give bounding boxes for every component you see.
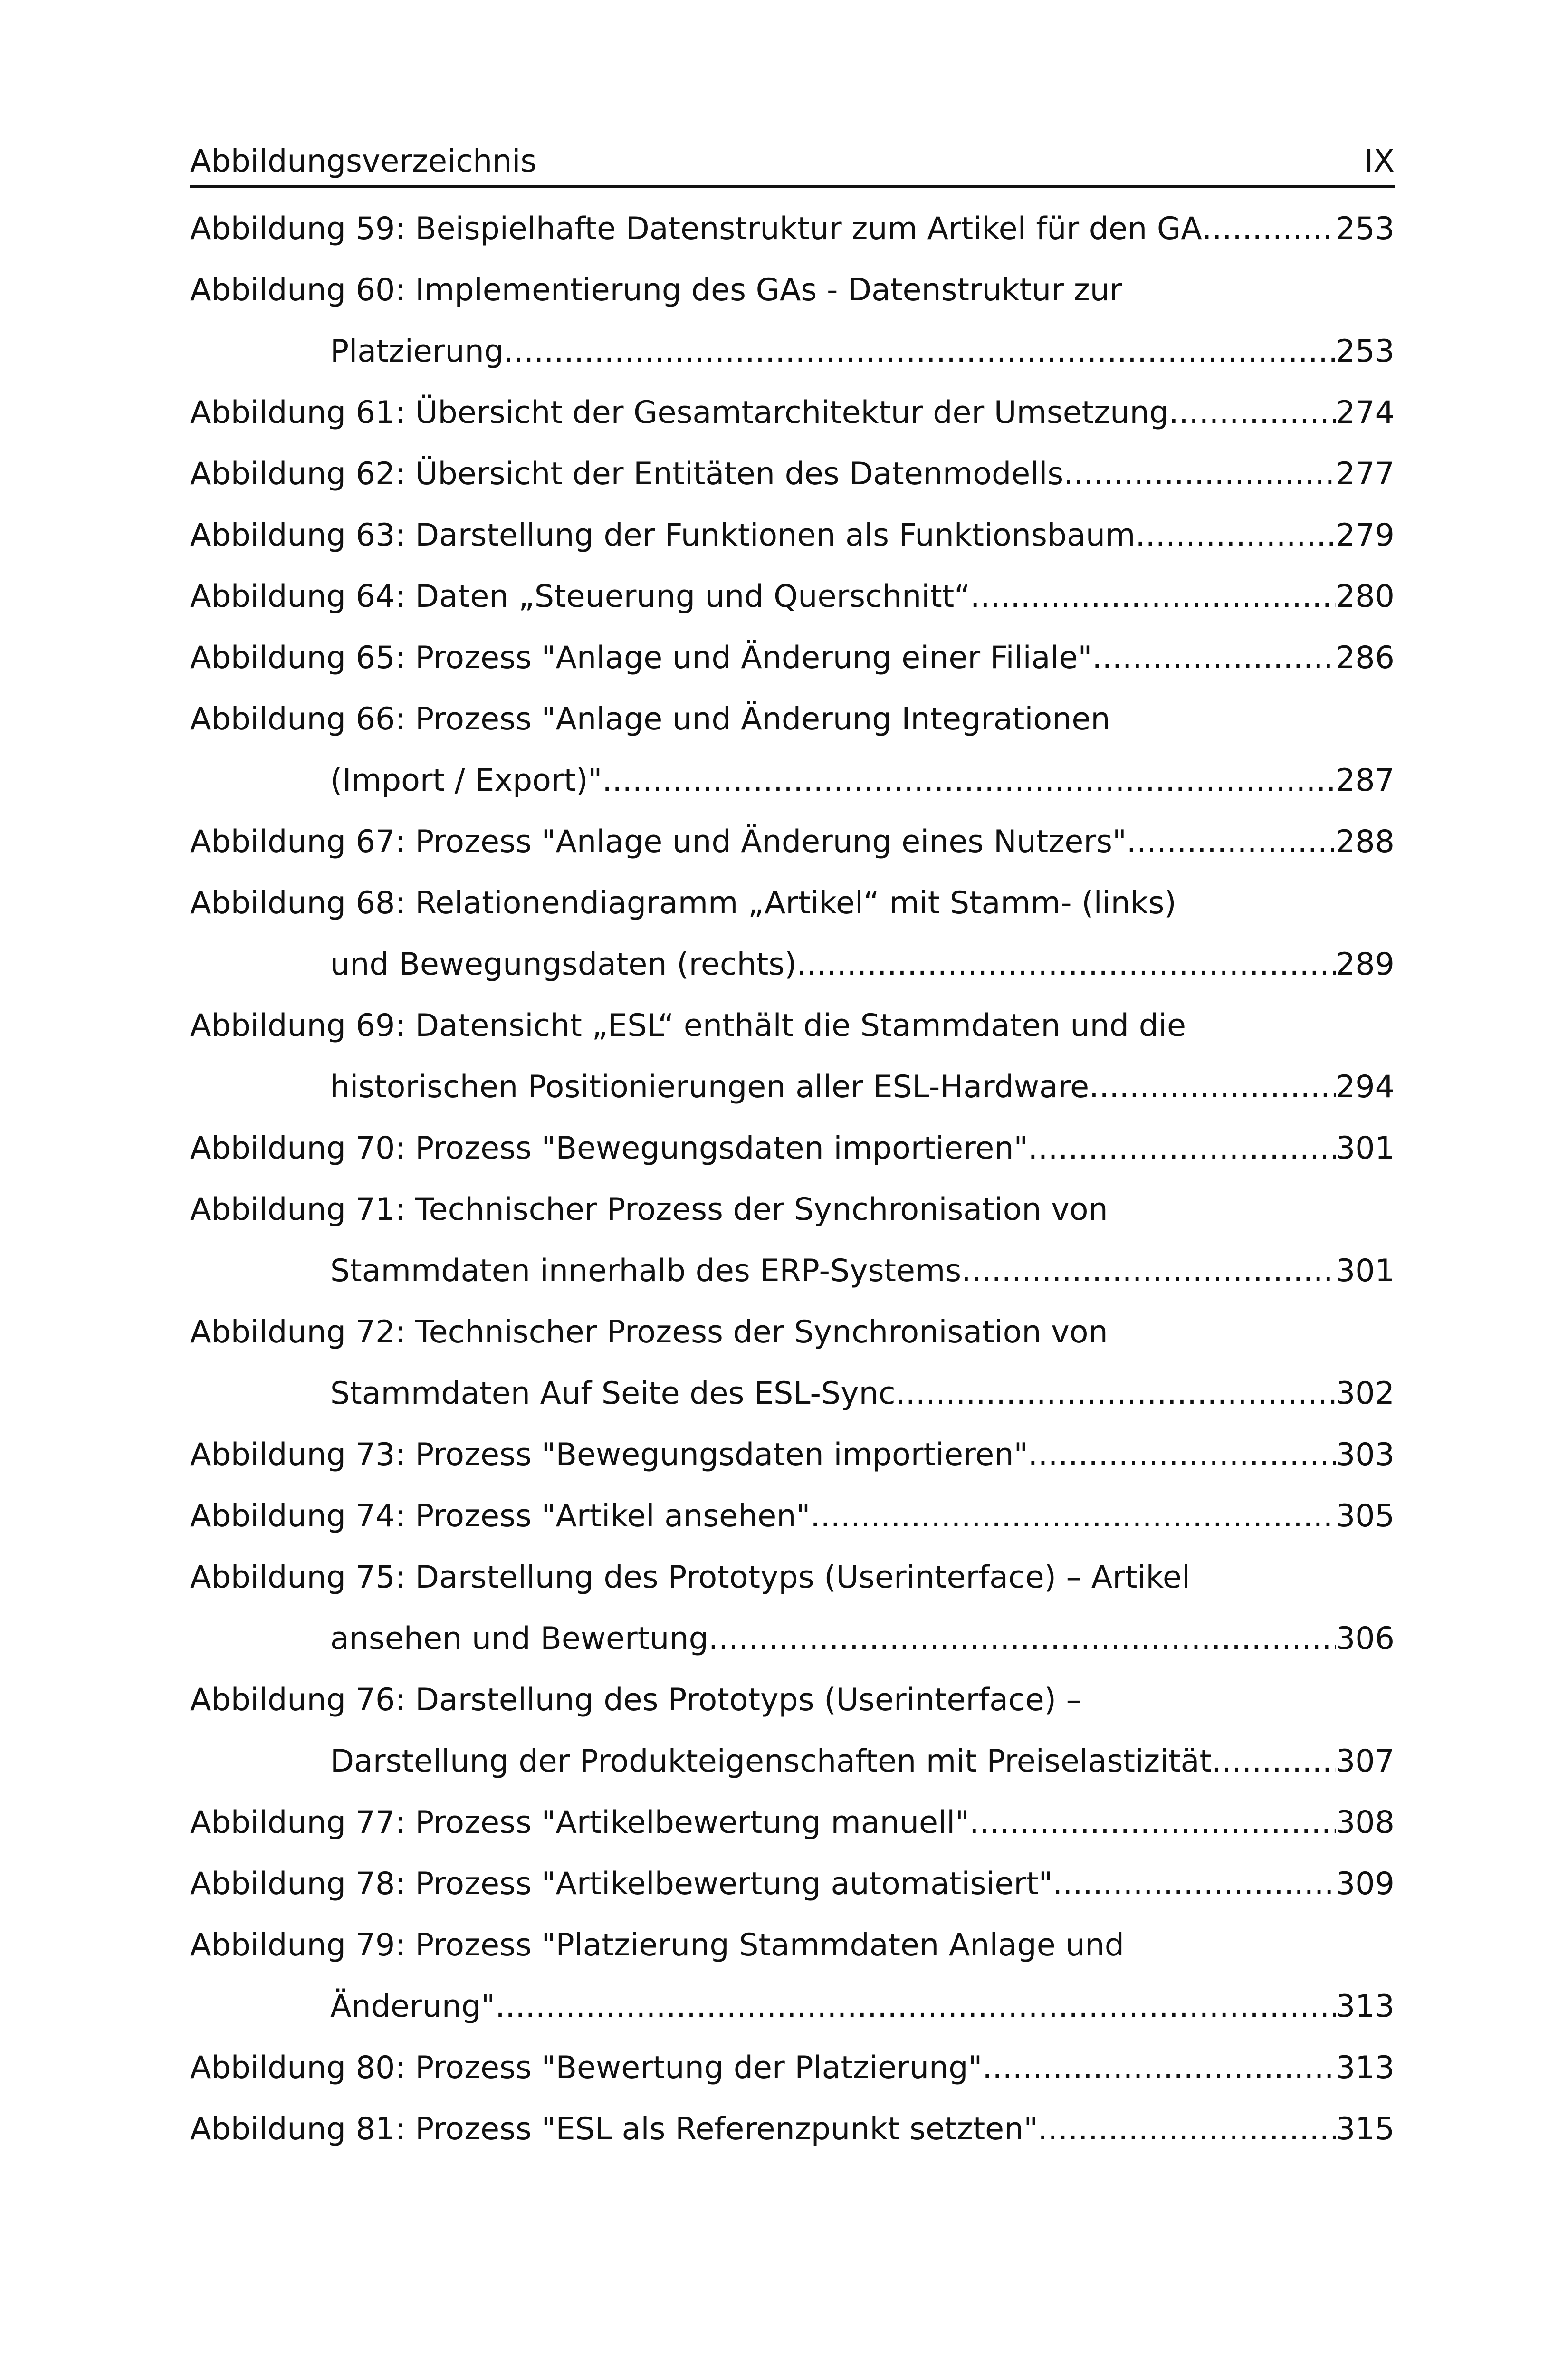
header-title: Abbildungsverzeichnis <box>190 144 537 179</box>
toc-entry-caption: Abbildung 60: Implementierung des GAs - Datenstruktur zur <box>190 272 1122 308</box>
toc-entry[interactable] <box>190 872 1395 995</box>
toc-entry-caption: Abbildung 78: Prozess "Artikelbewertung automatisiert" <box>190 1866 1053 1902</box>
toc-entry-page-number[interactable]: 288 <box>1335 824 1395 860</box>
toc-entry-page-number[interactable]: 274 <box>1335 395 1395 431</box>
dot-leader <box>969 1792 1336 1853</box>
toc-entry-line <box>190 382 1395 443</box>
toc-entry-page-number[interactable]: 279 <box>1335 517 1395 553</box>
toc-entry-line <box>190 1669 1395 1731</box>
dot-leader <box>602 750 1336 811</box>
toc-entry-page-number[interactable]: 286 <box>1335 640 1395 676</box>
toc-entry-caption: Abbildung 81: Prozess "ESL als Referenzpunkt setzten" <box>190 2111 1038 2147</box>
toc-entry-line <box>190 1547 1395 1608</box>
toc-entry[interactable] <box>190 1792 1395 1853</box>
toc-entry-caption: Abbildung 70: Prozess "Bewegungsdaten importieren" <box>190 1131 1028 1166</box>
toc-entry-line <box>190 689 1395 750</box>
list-of-figures <box>190 198 1395 2160</box>
toc-entry[interactable] <box>190 627 1395 689</box>
toc-entry[interactable] <box>190 1547 1395 1669</box>
toc-entry-continuation-line <box>190 934 1395 995</box>
toc-entry-caption: Stammdaten innerhalb des ERP-Systems <box>330 1253 962 1289</box>
toc-entry-caption: historischen Positionierungen aller ESL-Hardware <box>330 1069 1090 1105</box>
toc-entry-caption: Abbildung 76: Darstellung des Prototyps (Userinterface) – <box>190 1682 1082 1718</box>
toc-entry-page-number[interactable]: 277 <box>1335 456 1395 492</box>
toc-entry-continuation-line <box>190 1731 1395 1792</box>
dot-leader <box>1038 2098 1336 2160</box>
toc-entry-line <box>190 259 1395 321</box>
toc-entry[interactable] <box>190 382 1395 443</box>
toc-entry-continuation-line <box>190 750 1395 811</box>
toc-entry-page-number[interactable]: 305 <box>1335 1498 1395 1534</box>
toc-entry-page-number[interactable]: 301 <box>1335 1253 1395 1289</box>
toc-entry-page-number[interactable]: 306 <box>1335 1621 1395 1657</box>
toc-entry-page-number[interactable]: 289 <box>1335 947 1395 982</box>
toc-entry-caption: Abbildung 59: Beispielhafte Datenstruktur zum Artikel für den GA <box>190 211 1202 247</box>
toc-entry-caption: Abbildung 74: Prozess "Artikel ansehen" <box>190 1498 811 1534</box>
toc-entry-line <box>190 1485 1395 1547</box>
toc-entry-caption: Abbildung 67: Prozess "Anlage und Änderung eines Nutzers" <box>190 824 1127 860</box>
toc-entry-caption: (Import / Export)" <box>330 763 602 798</box>
dot-leader <box>896 1363 1336 1424</box>
dot-leader <box>1169 382 1336 443</box>
toc-entry-line <box>190 627 1395 689</box>
toc-entry[interactable] <box>190 689 1395 811</box>
toc-entry-line <box>190 872 1395 934</box>
toc-entry-page-number[interactable]: 313 <box>1335 1989 1395 2024</box>
toc-entry[interactable] <box>190 811 1395 872</box>
toc-entry-page-number[interactable]: 301 <box>1335 1131 1395 1166</box>
toc-entry-page-number[interactable]: 309 <box>1335 1866 1395 1902</box>
toc-entry-caption: Abbildung 77: Prozess "Artikelbewertung manuell" <box>190 1805 970 1840</box>
toc-entry-line <box>190 505 1395 566</box>
dot-leader <box>982 2037 1336 2098</box>
toc-entry[interactable] <box>190 566 1395 627</box>
toc-entry-caption: Änderung" <box>330 1989 496 2024</box>
toc-entry-page-number[interactable]: 307 <box>1335 1744 1395 1779</box>
toc-entry-line <box>190 1792 1395 1853</box>
toc-entry[interactable] <box>190 1853 1395 1915</box>
toc-entry-page-number[interactable]: 280 <box>1335 579 1395 614</box>
toc-entry-line <box>190 1118 1395 1179</box>
toc-entry[interactable] <box>190 1424 1395 1485</box>
toc-entry-page-number[interactable]: 315 <box>1335 2111 1395 2147</box>
toc-entry-caption: Abbildung 75: Darstellung des Prototyps (Userinterface) – Artikel <box>190 1560 1190 1595</box>
dot-leader <box>495 1976 1336 2037</box>
toc-entry-caption: Abbildung 64: Daten „Steuerung und Querschnitt“ <box>190 579 970 614</box>
toc-entry-caption: Platzierung <box>330 334 504 369</box>
toc-entry[interactable] <box>190 1485 1395 1547</box>
dot-leader <box>504 321 1336 382</box>
dot-leader <box>1135 505 1335 566</box>
toc-entry-continuation-line <box>190 1056 1395 1118</box>
toc-entry-continuation-line <box>190 1240 1395 1302</box>
toc-entry-caption: Abbildung 80: Prozess "Bewertung der Platzierung" <box>190 2050 983 2086</box>
dot-leader <box>970 566 1336 627</box>
toc-entry-caption: Abbildung 63: Darstellung der Funktionen als Funktionsbaum <box>190 517 1136 553</box>
dot-leader <box>1028 1424 1335 1485</box>
toc-entry[interactable] <box>190 1669 1395 1792</box>
toc-entry[interactable] <box>190 443 1395 505</box>
toc-entry[interactable] <box>190 1118 1395 1179</box>
dot-leader <box>1028 1118 1335 1179</box>
toc-entry-caption: Stammdaten Auf Seite des ESL-Sync <box>330 1376 896 1411</box>
toc-entry-caption: und Bewegungsdaten (rechts) <box>330 947 797 982</box>
dot-leader <box>708 1608 1336 1669</box>
toc-entry[interactable] <box>190 2037 1395 2098</box>
toc-entry-line <box>190 995 1395 1056</box>
toc-entry-page-number[interactable]: 303 <box>1335 1437 1395 1473</box>
toc-entry-page-number[interactable]: 253 <box>1335 211 1395 247</box>
toc-entry-caption: Abbildung 61: Übersicht der Gesamtarchitektur der Umsetzung <box>190 395 1169 431</box>
toc-entry-continuation-line <box>190 1363 1395 1424</box>
document-page <box>190 138 1395 2160</box>
dot-leader <box>1092 627 1335 689</box>
toc-entry-continuation-line <box>190 321 1395 382</box>
toc-entry[interactable] <box>190 995 1395 1118</box>
toc-entry-page-number[interactable]: 313 <box>1335 2050 1395 2086</box>
toc-entry-page-number[interactable]: 287 <box>1335 763 1395 798</box>
toc-entry-caption: Abbildung 73: Prozess "Bewegungsdaten importieren" <box>190 1437 1028 1473</box>
toc-entry-page-number[interactable]: 253 <box>1335 334 1395 369</box>
toc-entry-line <box>190 811 1395 872</box>
dot-leader <box>1053 1853 1336 1915</box>
toc-entry-line <box>190 2098 1395 2160</box>
toc-entry-line <box>190 566 1395 627</box>
toc-entry-caption: Abbildung 66: Prozess "Anlage und Änderung Integrationen <box>190 701 1110 737</box>
toc-entry-line <box>190 198 1395 259</box>
toc-entry-continuation-line <box>190 1976 1395 2037</box>
toc-entry-line <box>190 1424 1395 1485</box>
toc-entry-caption: ansehen und Bewertung <box>330 1621 708 1657</box>
dot-leader <box>1202 198 1336 259</box>
toc-entry-page-number[interactable]: 308 <box>1335 1805 1395 1840</box>
dot-leader <box>1212 1731 1336 1792</box>
toc-entry[interactable] <box>190 2098 1395 2160</box>
toc-entry-line <box>190 1179 1395 1240</box>
toc-entry[interactable] <box>190 505 1395 566</box>
toc-entry-caption: Abbildung 72: Technischer Prozess der Synchronisation von <box>190 1314 1108 1350</box>
toc-entry-caption: Abbildung 69: Datensicht „ESL“ enthält die Stammdaten und die <box>190 1008 1186 1044</box>
toc-entry[interactable] <box>190 1179 1395 1302</box>
toc-entry[interactable] <box>190 198 1395 259</box>
dot-leader <box>1089 1056 1336 1118</box>
running-header <box>190 138 1395 188</box>
dot-leader <box>1127 811 1336 872</box>
toc-entry-caption: Darstellung der Produkteigenschaften mit Preiselastizität <box>330 1744 1212 1779</box>
toc-entry-continuation-line <box>190 1608 1395 1669</box>
toc-entry-caption: Abbildung 65: Prozess "Anlage und Änderung einer Filiale" <box>190 640 1092 676</box>
toc-entry-page-number[interactable]: 294 <box>1335 1069 1395 1105</box>
toc-entry-line <box>190 1302 1395 1363</box>
toc-entry[interactable] <box>190 1915 1395 2037</box>
toc-entry-caption: Abbildung 79: Prozess "Platzierung Stammdaten Anlage und <box>190 1927 1124 1963</box>
dot-leader <box>1063 443 1336 505</box>
header-page-number: IX <box>1364 144 1395 179</box>
toc-entry-caption: Abbildung 71: Technischer Prozess der Synchronisation von <box>190 1192 1108 1227</box>
toc-entry[interactable] <box>190 1302 1395 1424</box>
toc-entry[interactable] <box>190 259 1395 382</box>
dot-leader <box>961 1240 1336 1302</box>
dot-leader <box>797 934 1336 995</box>
toc-entry-line <box>190 443 1395 505</box>
toc-entry-caption: Abbildung 68: Relationendiagramm „Artikel“ mit Stamm- (links) <box>190 885 1176 921</box>
toc-entry-line <box>190 1853 1395 1915</box>
toc-entry-line <box>190 2037 1395 2098</box>
toc-entry-caption: Abbildung 62: Übersicht der Entitäten des Datenmodells <box>190 456 1064 492</box>
dot-leader <box>810 1485 1336 1547</box>
toc-entry-page-number[interactable]: 302 <box>1335 1376 1395 1411</box>
toc-entry-line <box>190 1915 1395 1976</box>
